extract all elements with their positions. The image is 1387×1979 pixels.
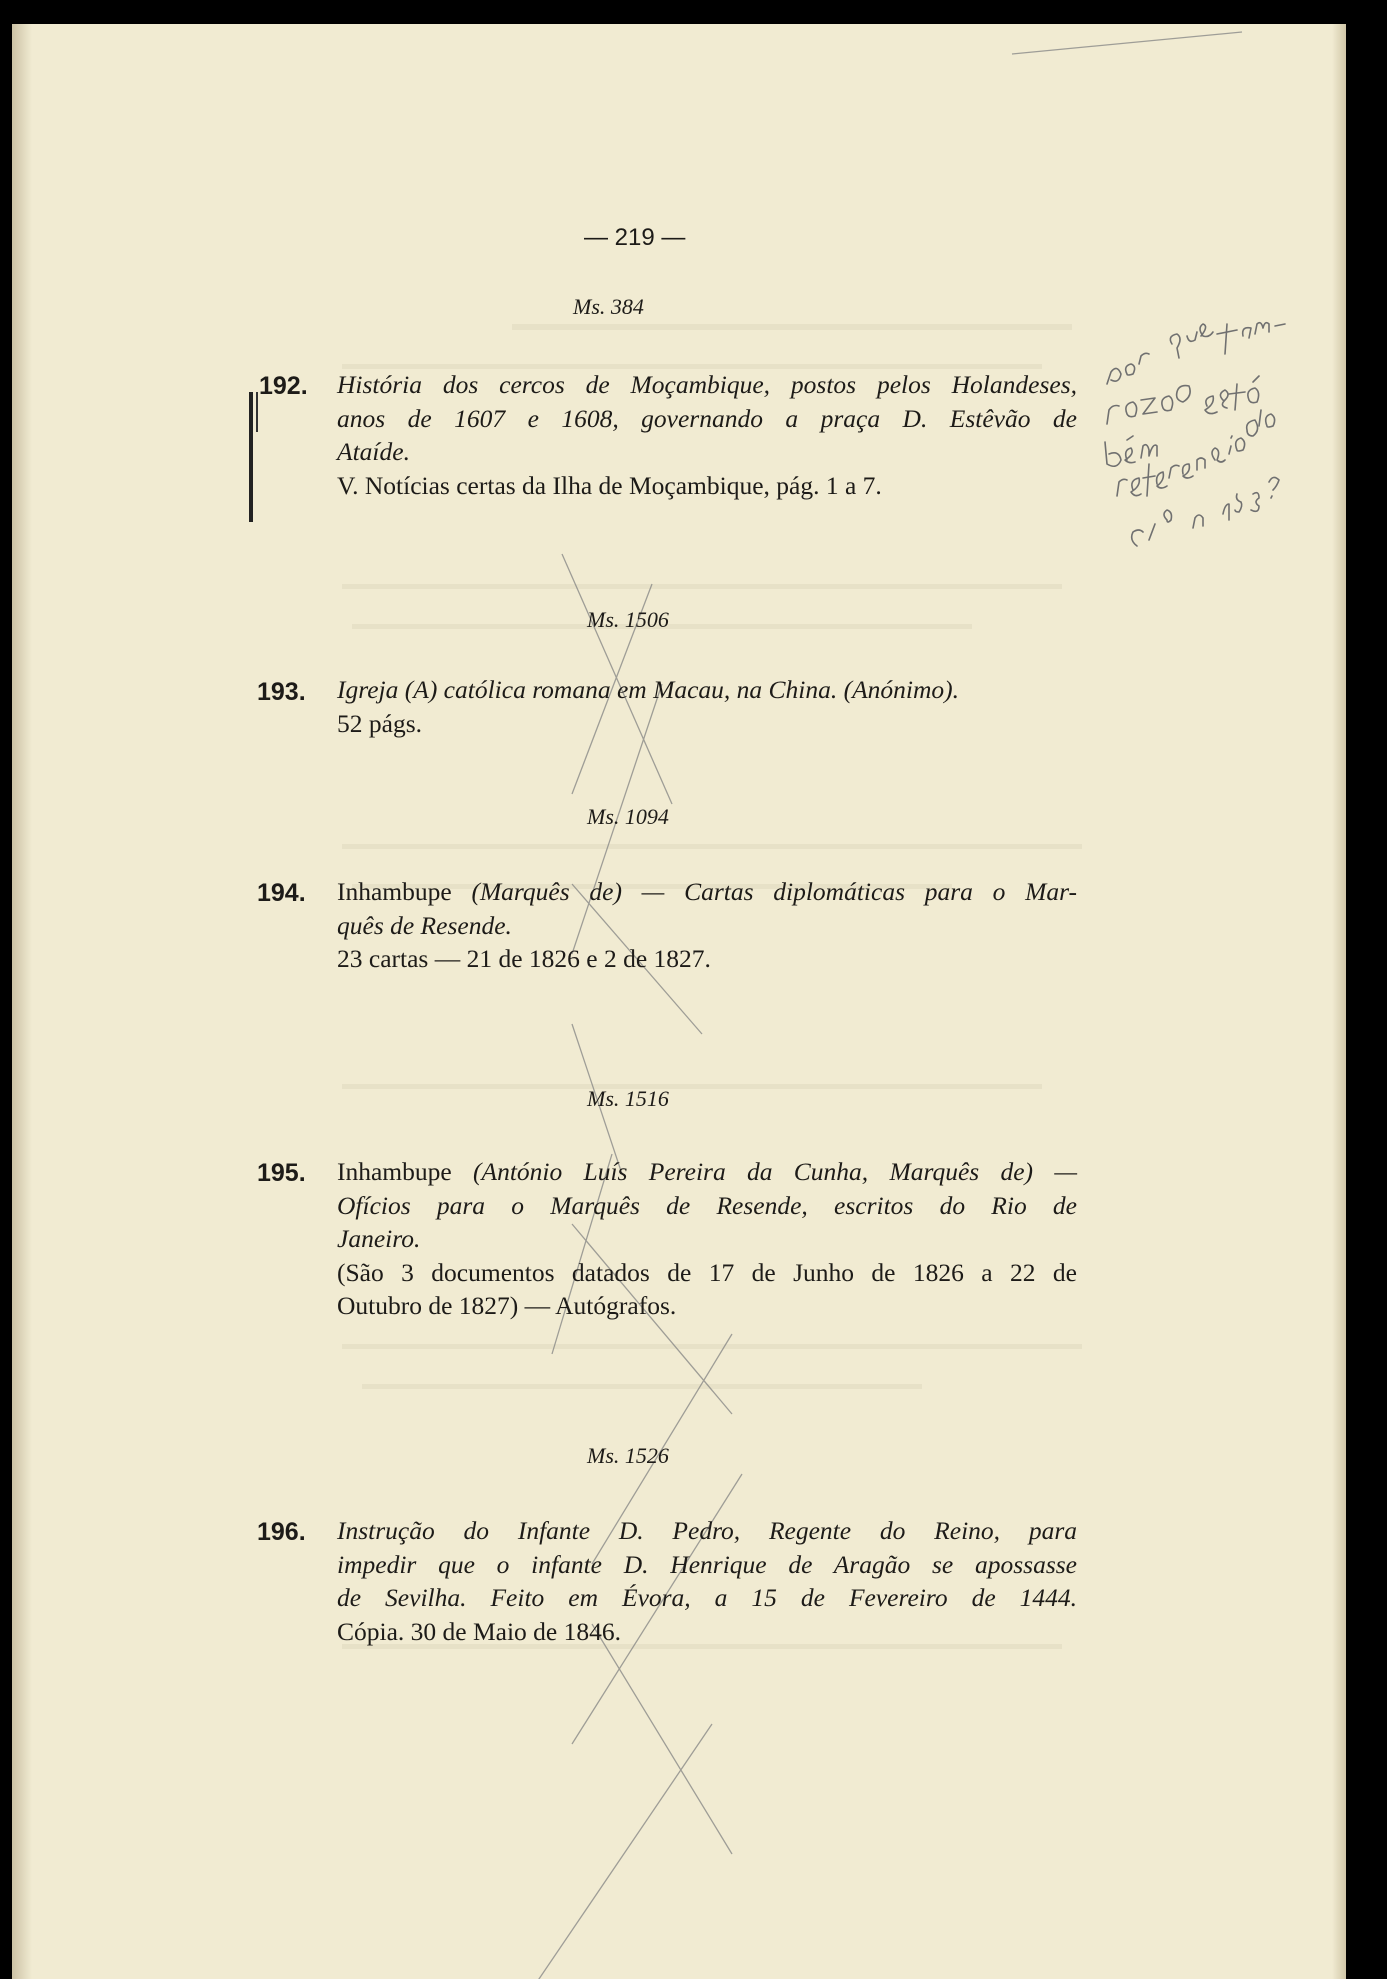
entry-line: Outubro de 1827) — Autógrafos.	[337, 1291, 677, 1320]
entry-line	[337, 875, 1077, 909]
page-number: — 219 —	[584, 224, 686, 251]
entry-text	[337, 875, 1077, 976]
ms-heading: Ms. 1094	[587, 804, 669, 829]
entry-line: Ofícios para o Marquês de Resende, escritos do Rio de	[337, 1190, 1077, 1220]
entry-line: Cópia. 30 de Maio de 1846.	[337, 1616, 621, 1646]
ms-heading: Ms. 384	[573, 294, 644, 319]
entry-text	[337, 1155, 1077, 1323]
entry-number: 194.	[257, 879, 306, 907]
entry-number: 195.	[257, 1159, 306, 1187]
entry-line	[337, 1155, 1077, 1189]
ms-heading: Ms. 1506	[587, 607, 669, 632]
entry-line: V. Notícias certas da Ilha de Moçambique, pág. 1 a 7.	[337, 470, 882, 500]
entry-line: impedir que o infante D. Henrique de Aragão se apossasse	[337, 1549, 1077, 1579]
entry-line: 23 cartas — 21 de 1826 e 2 de 1827.	[337, 944, 711, 973]
entry-number: 192.	[259, 372, 308, 400]
entry-line: Ataíde.	[337, 437, 410, 466]
entry-title: (António Luís Pereira da Cunha, Marquês de) —	[473, 1157, 1077, 1186]
handwritten-annotation	[1097, 314, 1346, 574]
entry-name: Inhambupe	[337, 1157, 474, 1186]
entry-line: (São 3 documentos datados de 17 de Junho de 1826 a 22 de	[337, 1257, 1077, 1287]
entry-line: Igreja (A) católica romana em Macau, na China. (Anónimo).	[337, 675, 960, 704]
document-page	[12, 24, 1346, 1979]
entry-line: História dos cercos de Moçambique, postos pelos Holandeses,	[337, 370, 1077, 399]
entry-line: 52 págs.	[337, 708, 422, 738]
entry-number: 193.	[257, 678, 306, 706]
entry-text	[337, 1514, 1077, 1648]
entry-title: (Marquês de) — Cartas diplomáticas para o Mar-	[471, 877, 1077, 906]
entry-line: Janeiro.	[337, 1224, 421, 1253]
entry-line: Instrução do Infante D. Pedro, Regente do Reino, para	[337, 1516, 1077, 1545]
entry-text	[337, 368, 1077, 502]
entry-line: de Sevilha. Feito em Évora, a 15 de Fevereiro de 1444.	[337, 1583, 1077, 1612]
entry-line: quês de Resende.	[337, 910, 512, 940]
margin-mark	[249, 392, 253, 522]
margin-mark-short	[256, 392, 258, 432]
ms-heading: Ms. 1516	[587, 1086, 669, 1111]
entry-line: anos de 1607 e 1608, governando a praça D. Estêvão de	[337, 403, 1077, 433]
entry-name: Inhambupe	[337, 877, 472, 906]
entry-number: 196.	[257, 1518, 306, 1546]
entry-text	[337, 673, 1077, 740]
ms-heading: Ms. 1526	[587, 1443, 669, 1468]
